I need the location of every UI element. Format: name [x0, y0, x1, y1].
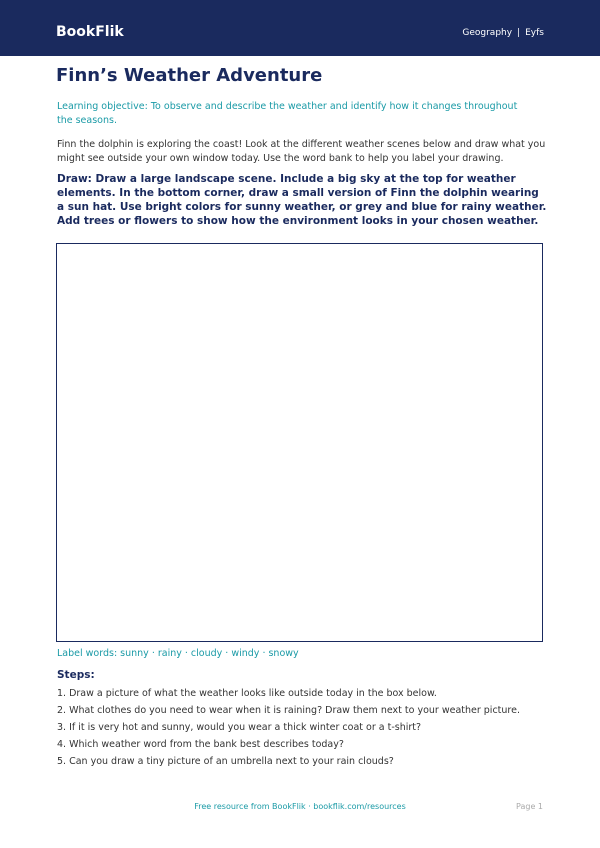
learning-objective: Learning objective: To observe and describe the weather and identify how it changes throughout the seasons.	[57, 101, 518, 126]
intro-paragraph: Finn the dolphin is exploring the coast! Look at the different weather scenes below and draw what you might see outside your own window today. Use the word bank to help you label your drawing.	[57, 139, 546, 164]
header-meta	[462, 28, 544, 38]
word-bank: Label words: sunny · rainy · cloudy · windy · snowy	[57, 648, 299, 659]
step-item: 5. Can you draw a tiny picture of an umbrella next to your rain clouds?	[57, 756, 394, 767]
drawing-area[interactable]	[56, 243, 543, 642]
steps-list	[57, 687, 547, 772]
header-separator: |	[517, 28, 521, 38]
subject-label: Geography	[462, 28, 513, 38]
step-item: 4. Which weather word from the bank best describes today?	[57, 739, 344, 750]
footer-credit[interactable]: Free resource from BookFlik · bookflik.com/resources	[194, 802, 406, 811]
step-item: 3. If it is very hot and sunny, would you wear a thick winter coat or a t-shirt?	[57, 722, 422, 733]
step-item: 2. What clothes do you need to wear when it is raining? Draw them next to your weather picture.	[57, 705, 520, 716]
level-label: Eyfs	[525, 28, 544, 38]
draw-instructions: Draw: Draw a large landscape scene. Include a big sky at the top for weather elements. In the bottom corner, draw a small version of Finn the dolphin wearing a sun hat. Use bright colors for sunny weather, or grey and blue for rainy weather. Add trees or flowers to show how the environment looks in your chosen weather.	[57, 173, 547, 227]
worksheet-title: Finn’s Weather Adventure	[56, 65, 323, 86]
page-header	[0, 0, 600, 56]
brand-logo-text[interactable]: BookFlik	[56, 24, 124, 40]
page-number: Page 1	[516, 802, 543, 811]
step-item: 1. Draw a picture of what the weather looks like outside today in the box below.	[57, 688, 437, 699]
steps-heading: Steps:	[57, 669, 95, 681]
